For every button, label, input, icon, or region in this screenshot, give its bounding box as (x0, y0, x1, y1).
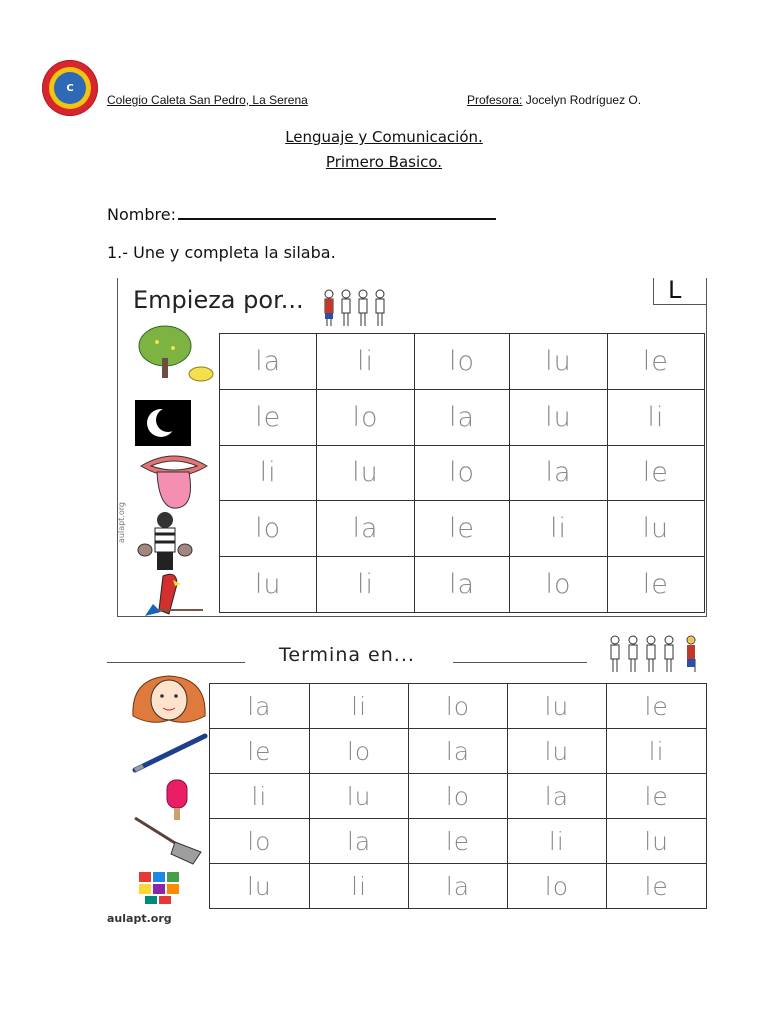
teacher-name: Jocelyn Rodríguez O. (522, 93, 642, 107)
syllable-cell: le (607, 684, 707, 729)
syllable-cell: lo (409, 774, 507, 819)
syllable-cell: lo (409, 684, 507, 729)
heading-line-left (107, 662, 245, 663)
syllable-cell: lo (309, 729, 409, 774)
syllable-cell: lu (607, 501, 704, 557)
syllable-cell: li (607, 389, 704, 445)
syllable-cell: le (414, 501, 510, 557)
syllable-cell: lu (510, 334, 607, 390)
tongue-icon (139, 450, 209, 512)
syllable-grid-2 (209, 683, 707, 909)
syllable-cell: le (210, 729, 310, 774)
worksheet1-heading: Empieza por... (133, 286, 304, 314)
syllable-cell: la (414, 557, 510, 613)
syllable-cell: lu (510, 389, 607, 445)
syllable-cell: le (409, 819, 507, 864)
grid-row (220, 389, 705, 445)
syllable-cell: li (607, 729, 707, 774)
grid-row (210, 684, 707, 729)
children-row-icon-2 (605, 632, 705, 678)
syllable-cell: lo (510, 557, 607, 613)
syllable-cell: lo (414, 445, 510, 501)
corner-letter-box (653, 278, 706, 305)
syllable-cell: lo (414, 334, 510, 390)
grid-row (220, 445, 705, 501)
syllable-cell: li (510, 501, 607, 557)
thief-icon (137, 510, 193, 572)
syllable-cell: lo (220, 501, 317, 557)
syllable-grid-1 (219, 333, 705, 613)
syllable-cell: le (220, 389, 317, 445)
syllable-cell: la (507, 774, 607, 819)
syllable-cell: la (309, 819, 409, 864)
moon-icon (135, 400, 191, 446)
tree-lemon-icon (135, 322, 215, 382)
syllable-cell: lu (220, 557, 317, 613)
syllable-cell: la (409, 729, 507, 774)
grid-row (210, 819, 707, 864)
syllable-cell: lo (317, 389, 414, 445)
grid-row (210, 729, 707, 774)
syllable-cell: la (220, 334, 317, 390)
syllable-cell: la (210, 684, 310, 729)
parrot-icon (143, 570, 205, 618)
syllable-cell: lu (507, 684, 607, 729)
name-label: Nombre: (107, 205, 176, 224)
syllable-cell: le (607, 445, 704, 501)
teacher-label: Profesora: (467, 93, 523, 107)
syllable-cell: li (507, 819, 607, 864)
syllable-cell: la (409, 864, 507, 909)
worksheet-start-with (107, 278, 707, 618)
syllable-cell: li (210, 774, 310, 819)
grid-row (220, 501, 705, 557)
syllable-cell: lu (309, 774, 409, 819)
syllable-cell: le (607, 557, 704, 613)
shovel-icon (131, 814, 211, 866)
syllable-cell: la (414, 389, 510, 445)
syllable-cell: li (220, 445, 317, 501)
worksheet2-heading: Termina en... (279, 644, 415, 666)
name-field[interactable] (107, 204, 496, 224)
grade-title: Primero Basico. (325, 153, 443, 171)
syllable-cell: lu (607, 819, 707, 864)
side-credit: aulapt.org (116, 502, 126, 543)
credit-text: aulapt.org (107, 912, 172, 925)
grid-row (210, 774, 707, 819)
grid-row (220, 557, 705, 613)
school-name: Colegio Caleta San Pedro, La Serena (107, 93, 308, 107)
syllable-cell: li (309, 864, 409, 909)
syllable-cell: la (510, 445, 607, 501)
subject-title: Lenguaje y Comunicación. (285, 128, 483, 146)
heading-line-right (453, 662, 587, 663)
syllable-cell: li (309, 684, 409, 729)
logo-text: C (66, 82, 74, 94)
worksheet-ends-with (107, 628, 709, 928)
syllable-cell: lu (507, 729, 607, 774)
syllable-cell: li (317, 557, 414, 613)
syllable-cell: la (317, 501, 414, 557)
syllable-cell: li (317, 334, 414, 390)
syllable-cell: lo (507, 864, 607, 909)
syllable-cell: le (607, 334, 704, 390)
syllable-cell: le (607, 864, 707, 909)
instruction-text: 1.- Une y completa la silaba. (107, 243, 336, 262)
school-logo (42, 60, 98, 116)
grid-row (210, 864, 707, 909)
syllable-cell: lu (317, 445, 414, 501)
teacher-line (467, 93, 641, 107)
logo-center (54, 72, 86, 104)
name-underline[interactable] (178, 204, 496, 220)
syllable-cell: lo (210, 819, 310, 864)
grid-row (220, 334, 705, 390)
syllable-cell: le (607, 774, 707, 819)
syllable-cell: lu (210, 864, 310, 909)
corner-letter: L (668, 276, 682, 304)
pen-icon (131, 730, 211, 774)
puzzle-icon (137, 870, 187, 906)
hair-icon (127, 672, 211, 724)
children-row-icon (319, 284, 399, 330)
